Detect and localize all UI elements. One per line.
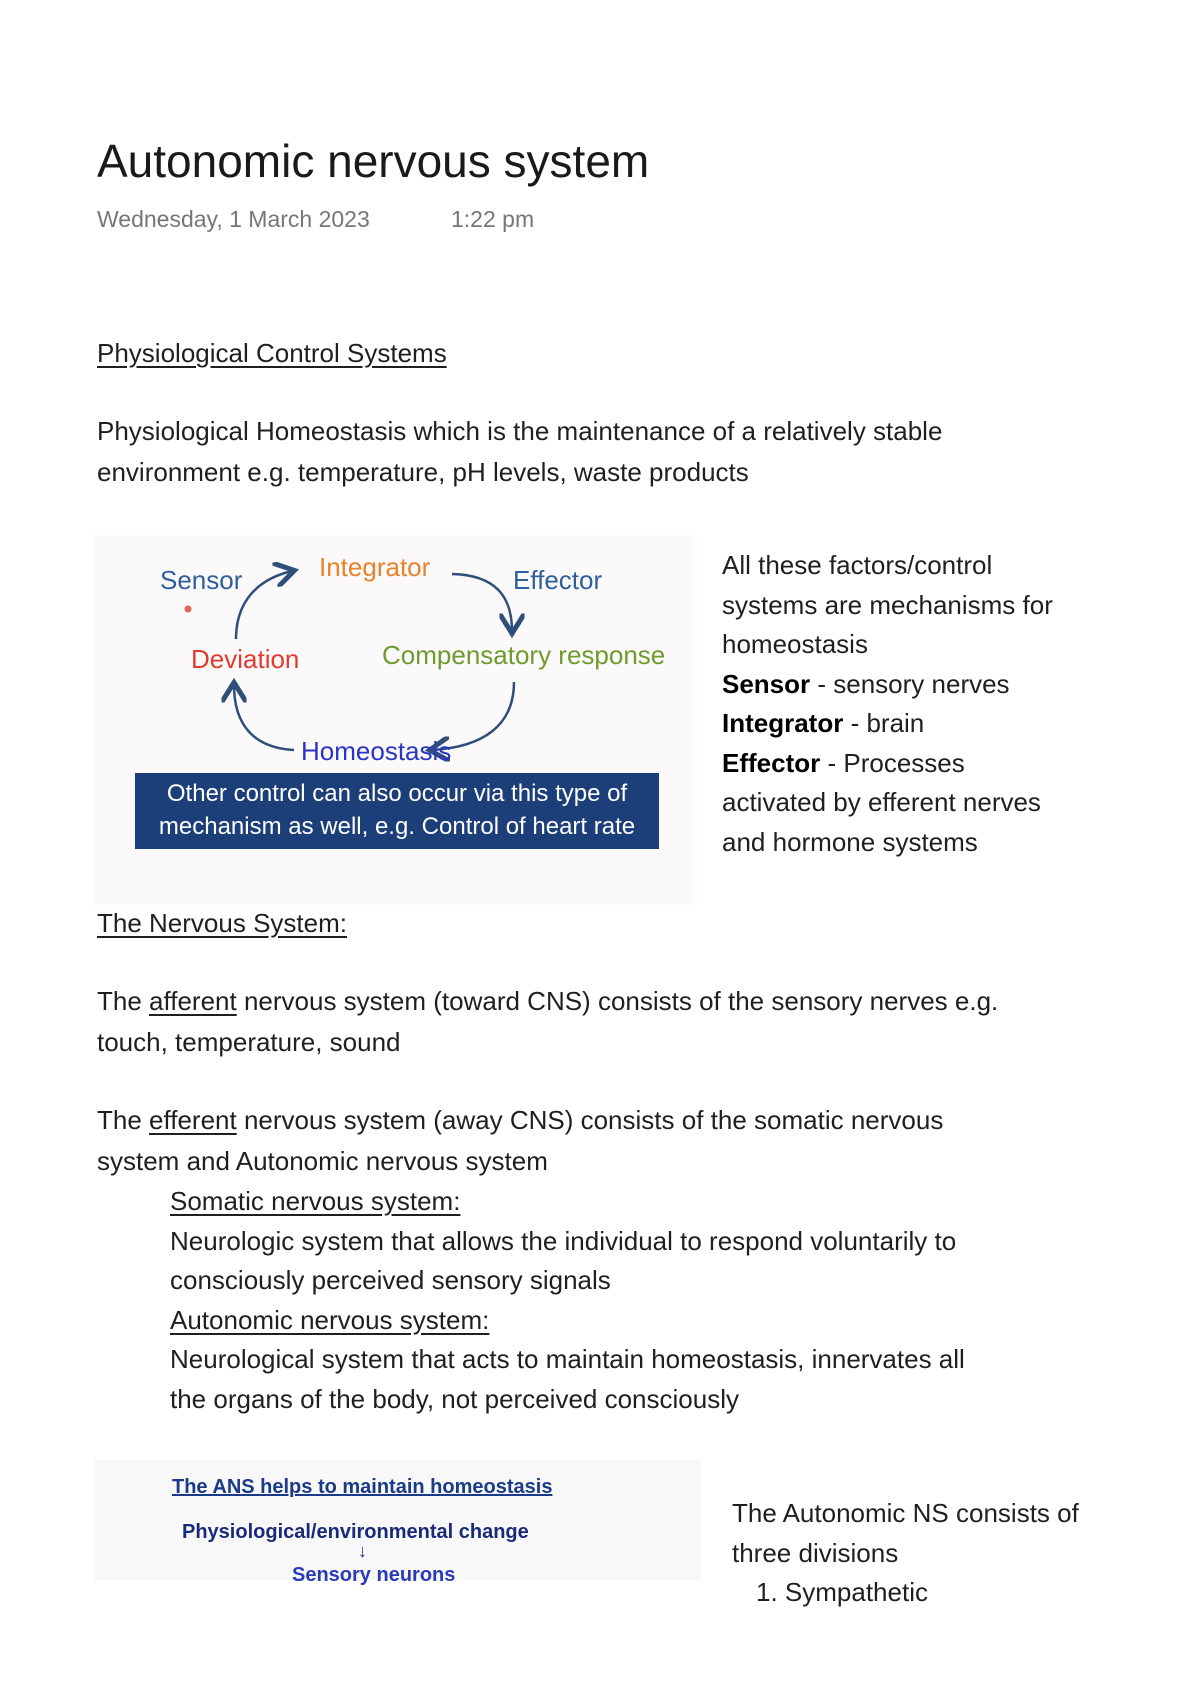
subheading-autonomic: Autonomic nervous system: (170, 1304, 490, 1335)
notes-line: three divisions (732, 1537, 899, 1568)
paragraph-line: consciously perceived sensory signals (170, 1265, 611, 1295)
efferent-subsections (170, 1182, 965, 1419)
paragraph-line: environment e.g. temperature, pH levels, waste products (97, 457, 749, 487)
banner-line: Other control can also occur via this type of (166, 780, 628, 807)
term-effector: Effector (722, 747, 821, 778)
paragraph-line: Neurologic system that allows the individual to respond voluntarily to (170, 1225, 957, 1256)
ans-homeostasis-diagram (94, 1460, 701, 1586)
paragraph-line: Neurological system that acts to maintain homeostasis, innervates all (170, 1344, 965, 1374)
desc-effector: - Processes (820, 747, 965, 778)
notes-line: The Autonomic NS consists of (732, 1498, 1079, 1528)
section-heading-nervous-system: The Nervous System: (97, 908, 347, 938)
notes-line: activated by efferent nerves (722, 787, 1041, 817)
text-fragment: nervous system (toward CNS) consists of the sensory nerves e.g. (236, 986, 999, 1016)
page-title: Autonomic nervous system (97, 135, 650, 187)
desc-sensor: - sensory nerves (810, 668, 1010, 699)
term-sensor: Sensor (722, 668, 811, 699)
diagram-banner (135, 773, 659, 849)
label-homeostasis: Homeostasis (301, 736, 452, 766)
label-sensor: Sensor (160, 565, 243, 595)
arrow-integrator-to-compensatory (452, 574, 512, 631)
label-compensatory-response: Compensatory response (382, 640, 666, 670)
paragraph-line (97, 981, 998, 1022)
paragraph-line: Physiological Homeostasis which is the maintenance of a relatively stable (97, 416, 943, 446)
notes-integrator-line (722, 704, 1053, 744)
red-dot (185, 606, 192, 613)
notes-effector-line (722, 744, 1053, 784)
arrow-homeostasis-to-deviation (234, 685, 294, 750)
homeostasis-paragraph (97, 411, 942, 493)
page-date: Wednesday, 1 March 2023 (97, 206, 370, 232)
term-efferent: efferent (149, 1105, 237, 1135)
control-systems-notes (722, 546, 1053, 862)
term-afferent: afferent (149, 986, 237, 1016)
notes-line: homeostasis (722, 629, 868, 659)
down-arrow-icon: ↓ (358, 1541, 367, 1561)
diagram2-line: Physiological/environmental change (182, 1521, 529, 1543)
afferent-paragraph (97, 981, 998, 1063)
subheading-somatic: Somatic nervous system: (170, 1186, 461, 1216)
notes-line: 1. Sympathetic (756, 1577, 928, 1607)
text-fragment: The (97, 1105, 150, 1135)
section-heading-control-systems: Physiological Control Systems (97, 338, 447, 368)
notes-line: systems are mechanisms for (722, 589, 1053, 620)
desc-integrator: - brain (843, 708, 925, 738)
banner-line: mechanism as well, e.g. Control of heart rate (158, 813, 636, 840)
paragraph-line: touch, temperature, sound (97, 1027, 401, 1057)
paragraph-line: system and Autonomic nervous system (97, 1146, 548, 1176)
notes-line: and hormone systems (722, 826, 978, 857)
notes-sensor-line (722, 665, 1053, 705)
text-fragment: nervous system (away CNS) consists of the somatic nervous (236, 1105, 944, 1135)
arrow-deviation-to-integrator (236, 571, 292, 639)
text-fragment: The (97, 986, 150, 1016)
label-integrator: Integrator (319, 552, 431, 582)
label-deviation: Deviation (191, 644, 300, 674)
diagram2-line: Sensory neurons (292, 1564, 456, 1586)
term-integrator: Integrator (722, 708, 844, 738)
label-effector: Effector (513, 565, 603, 595)
notes-line: All these factors/control (722, 550, 993, 580)
ans-divisions-notes (732, 1494, 1079, 1607)
homeostasis-cycle-diagram (94, 535, 694, 905)
paragraph-line: the organs of the body, not perceived consciously (170, 1383, 739, 1414)
efferent-paragraph (97, 1100, 943, 1182)
page-time: 1:22 pm (451, 206, 535, 232)
diagram2-title: The ANS helps to maintain homeostasis (172, 1476, 553, 1498)
paragraph-line (97, 1100, 943, 1141)
